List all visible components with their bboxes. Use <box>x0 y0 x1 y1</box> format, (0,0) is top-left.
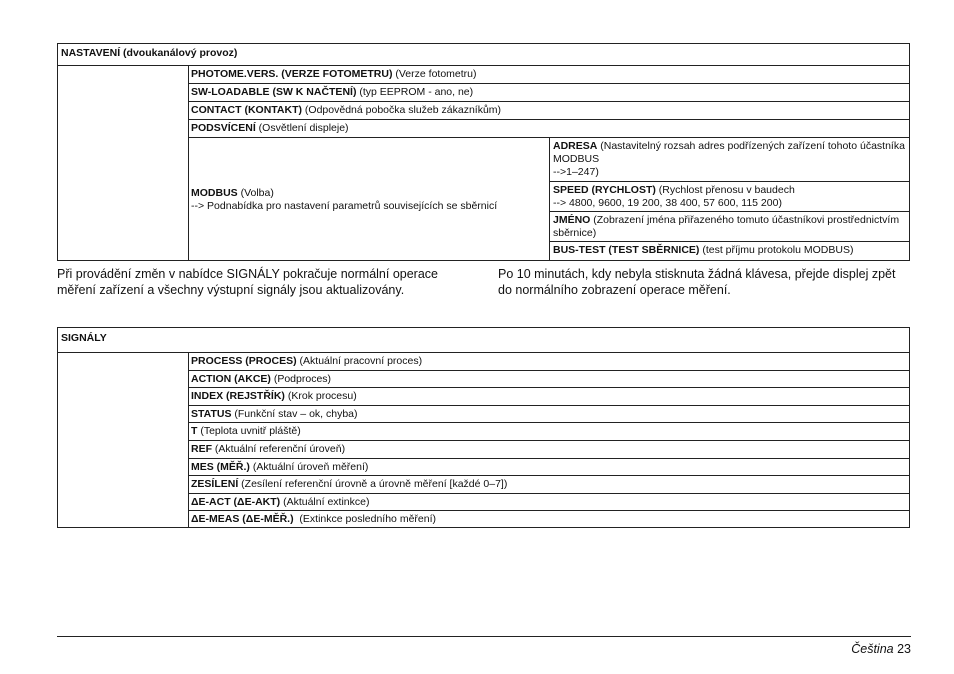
nastaveni-table <box>57 43 910 261</box>
table-row: STATUS (Funkční stav – ok, chyba) <box>188 406 909 424</box>
page-number: 23 <box>897 642 911 656</box>
table-row: PODSVÍCENÍ (Osvětlení displeje) <box>188 120 909 138</box>
signaly-table <box>57 327 910 528</box>
paragraph-right: Po 10 minutách, kdy nebyla stisknuta žádná klávesa, přejde displej zpět do normálního zobrazení operace měření. <box>498 267 896 297</box>
footer-language: Čeština <box>851 642 894 656</box>
table-row: ΔE-ACT (ΔE-AKT) (Aktuální extinkce) <box>188 494 909 512</box>
table-row: ACTION (AKCE) (Podproces) <box>188 371 909 389</box>
footer-divider <box>57 636 911 637</box>
signaly-left-column <box>58 353 189 527</box>
modbus-sub-row: ADRESA (Nastavitelný rozsah adres podřízených zařízení tohoto účastníka MODBUS -->1–247) <box>550 138 909 182</box>
table-row: PROCESS (PROCES) (Aktuální pracovní proces) <box>188 353 909 371</box>
table-row: REF (Aktuální referenční úroveň) <box>188 441 909 459</box>
table-row: INDEX (REJSTŘÍK) (Krok procesu) <box>188 388 909 406</box>
table-row: SW-LOADABLE (SW K NAČTENÍ) (typ EEPROM - ano, ne) <box>188 84 909 102</box>
modbus-sub-row: JMÉNO (Zobrazení jména přiřazeného tomuto účastníkovi prostřednictvím sběrnice) <box>550 212 909 242</box>
modbus-row <box>188 138 909 261</box>
table-row: T (Teplota uvnitř pláště) <box>188 423 909 441</box>
table-row: ΔE-MEAS (ΔE-MĚŘ.) (Extinkce posledního měření) <box>191 513 436 526</box>
modbus-sub-row: SPEED (RYCHLOST) (Rychlost přenosu v baudech --> 4800, 9600, 19 200, 38 400, 57 600, 115 200) <box>550 182 909 212</box>
table-row: CONTACT (KONTAKT) (Odpovědná pobočka služeb zákazníkům) <box>188 102 909 120</box>
signaly-header: SIGNÁLY <box>58 328 909 353</box>
paragraph-left: Při provádění změn v nabídce SIGNÁLY pokračuje normální operace měření zařízení a všechny výstupní signály jsou aktualizovány. <box>57 267 438 297</box>
modbus-cell: MODBUS (Volba) --> Podnabídka pro nastavení parametrů souvisejících se sběrnicí <box>188 138 550 261</box>
nastaveni-left-column <box>58 66 189 261</box>
nastaveni-header: NASTAVENÍ (dvoukanálový provoz) <box>58 44 909 66</box>
table-row: PHOTOME.VERS. (VERZE FOTOMETRU) (Verze fotometru) <box>188 66 909 84</box>
page-footer <box>851 642 911 656</box>
table-row: ZESÍLENÍ (Zesílení referenční úrovně a úrovně měření [každé 0–7]) <box>188 476 909 494</box>
table-row: MES (MĚŘ.) (Aktuální úroveň měření) <box>188 459 909 477</box>
modbus-sub-row: BUS-TEST (TEST SBĚRNICE) (test příjmu protokolu MODBUS) <box>553 244 854 256</box>
